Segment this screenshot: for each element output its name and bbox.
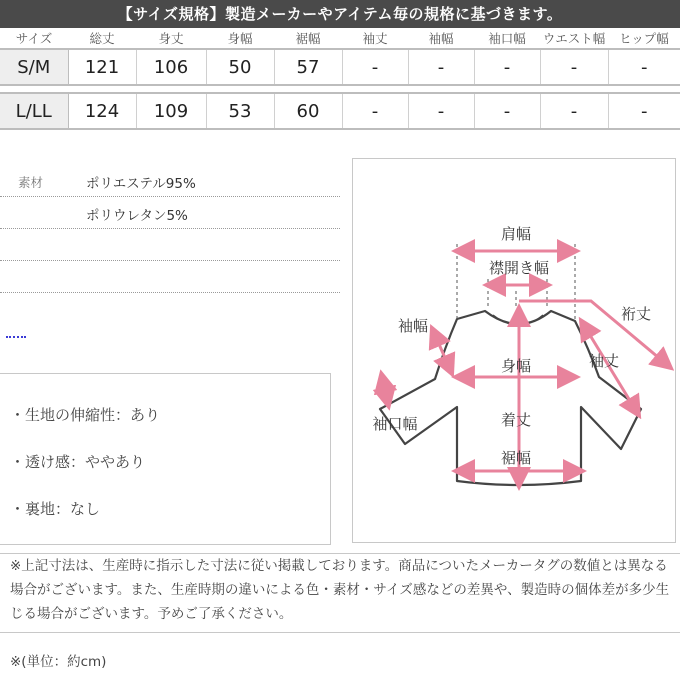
header-cell: 袖幅 bbox=[428, 31, 454, 46]
sleeve-width-label: 袖幅 bbox=[397, 317, 429, 335]
table-cell: 57 bbox=[274, 49, 342, 85]
neck-label: 襟開き幅 bbox=[488, 259, 550, 277]
table-row bbox=[0, 93, 680, 129]
size-label-cell: L/LL bbox=[0, 93, 68, 129]
yuki-label: 裄丈 bbox=[620, 305, 652, 323]
table-cell: 53 bbox=[206, 93, 274, 129]
table-cell: - bbox=[540, 49, 608, 85]
material-row bbox=[0, 165, 340, 197]
lining-property: ・裏地：なし bbox=[10, 500, 101, 518]
header-cell: ウエスト幅 bbox=[542, 31, 606, 46]
table-cell: 50 bbox=[206, 49, 274, 85]
material-value: ポリウレタン5% bbox=[86, 208, 188, 224]
shirt-illustration bbox=[353, 159, 677, 544]
size-label-cell: S/M bbox=[0, 49, 68, 85]
body-width-label: 身幅 bbox=[500, 357, 532, 375]
table-cell: - bbox=[408, 93, 474, 129]
table-cell: - bbox=[608, 93, 680, 129]
header-cell: 裾幅 bbox=[295, 31, 321, 46]
sheerness-property: ・透け感：ややあり bbox=[10, 453, 146, 471]
hem-label: 裾幅 bbox=[500, 449, 532, 467]
table-cell: 121 bbox=[68, 49, 136, 85]
divider-mark bbox=[6, 336, 26, 338]
sleeve-length-label: 袖丈 bbox=[588, 352, 620, 370]
header-cell: ヒップ幅 bbox=[619, 31, 669, 46]
table-cell: 106 bbox=[136, 49, 206, 85]
header-cell: 袖丈 bbox=[362, 31, 388, 46]
material-label: 素材 bbox=[18, 175, 44, 190]
garment-diagram bbox=[352, 158, 676, 543]
size-table bbox=[0, 28, 680, 130]
header-cell: 総丈 bbox=[89, 31, 115, 46]
length-label: 着丈 bbox=[500, 411, 532, 429]
table-row bbox=[0, 49, 680, 85]
shoulder-label: 肩幅 bbox=[500, 225, 532, 243]
table-cell: - bbox=[608, 49, 680, 85]
material-row-empty bbox=[0, 229, 340, 261]
cuff-arrow bbox=[383, 381, 387, 399]
table-cell: - bbox=[474, 49, 540, 85]
stretch-property: ・生地の伸縮性：あり bbox=[10, 406, 161, 424]
table-cell: 124 bbox=[68, 93, 136, 129]
disclaimer-notes: ※上記寸法は、生産時に指示した寸法に従い掲載しております。商品についたメーカータグの数値とは異なる場合がございます。また、生産時期の違いによる色・素材・サイズ感などの差異や、製造時の個体差が多少生じる場合がございます。予めご了承ください。 bbox=[0, 553, 680, 633]
material-row-empty bbox=[0, 261, 340, 293]
table-cell: - bbox=[342, 49, 408, 85]
header-cell: 袖口幅 bbox=[488, 31, 526, 46]
cuff-label: 袖口幅 bbox=[372, 415, 418, 433]
material-section bbox=[0, 165, 340, 293]
header-cell: サイズ bbox=[15, 31, 53, 46]
table-cell: - bbox=[342, 93, 408, 129]
unit-note: ※(単位：約cm) bbox=[10, 654, 107, 670]
table-cell: - bbox=[540, 93, 608, 129]
table-cell: - bbox=[408, 49, 474, 85]
fabric-properties bbox=[0, 373, 331, 545]
size-table-header bbox=[0, 28, 680, 49]
table-cell: 109 bbox=[136, 93, 206, 129]
material-value: ポリエステル95% bbox=[86, 176, 196, 192]
table-cell: 60 bbox=[274, 93, 342, 129]
table-cell: - bbox=[474, 93, 540, 129]
header-cell: 身幅 bbox=[227, 31, 253, 46]
header-cell: 身丈 bbox=[158, 31, 184, 46]
material-row bbox=[0, 197, 340, 229]
size-spec-banner: 【サイズ規格】製造メーカーやアイテム毎の規格に基づきます。 bbox=[0, 0, 680, 28]
